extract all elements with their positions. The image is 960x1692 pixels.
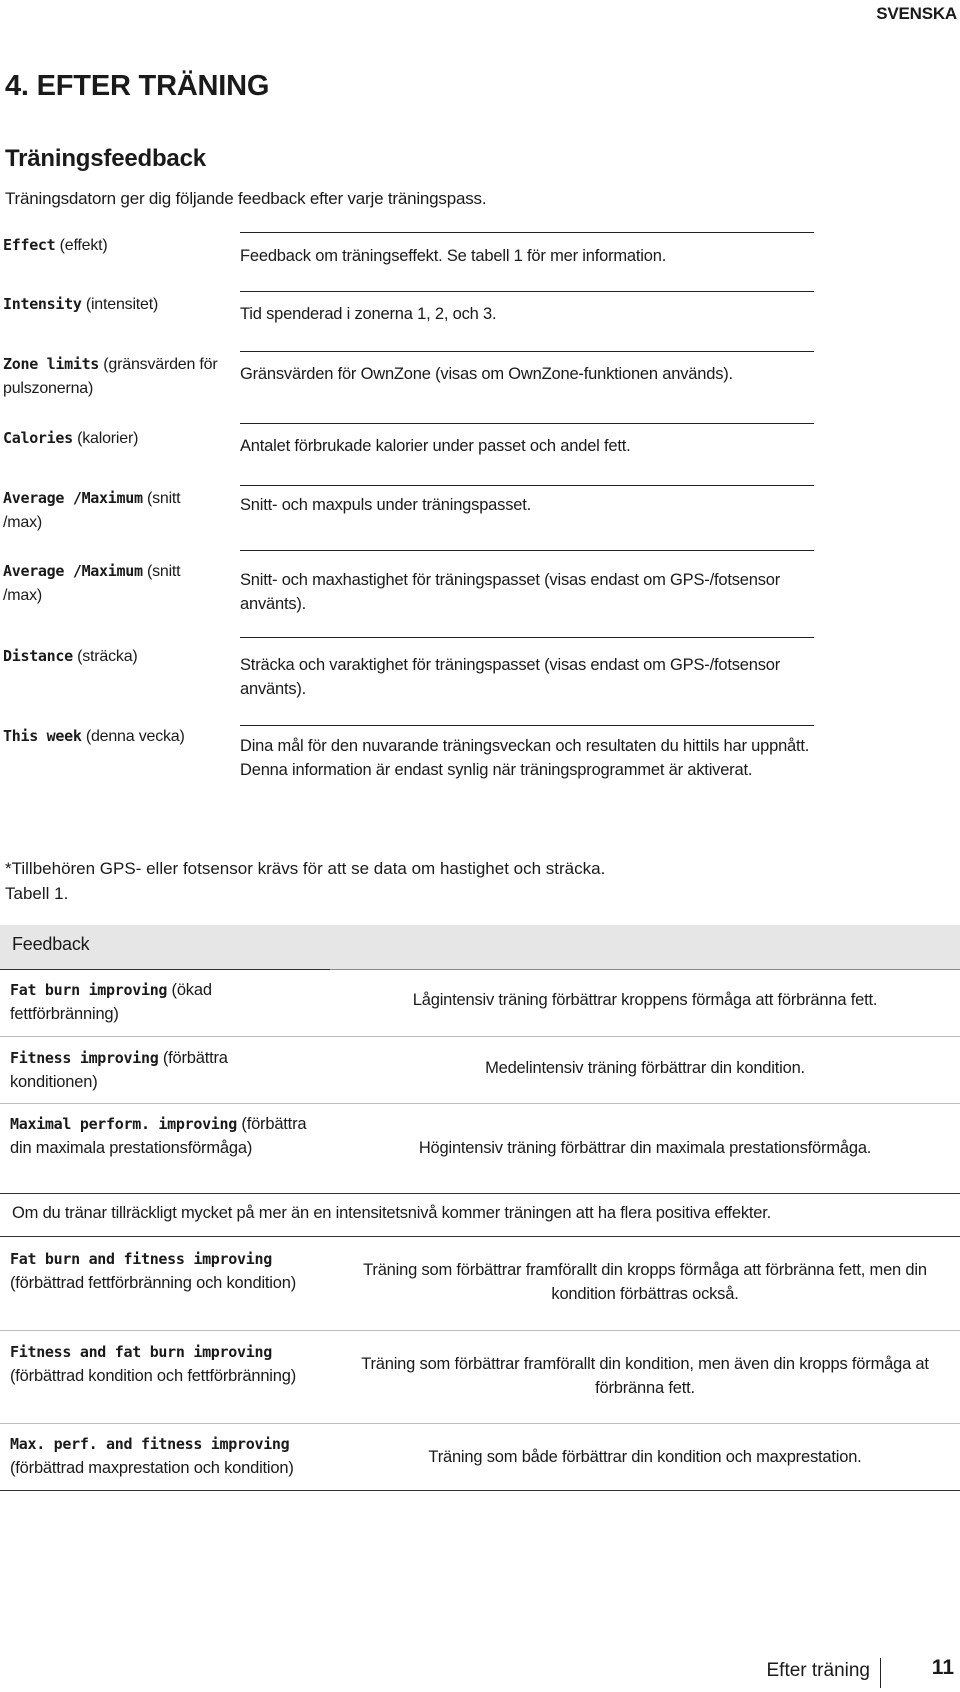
feedback-description: Gränsvärden för OwnZone (visas om OwnZone-funktionen används).	[240, 365, 733, 383]
footer-section-label: Efter träning	[766, 1660, 870, 1681]
feedback-term: This week	[3, 727, 82, 745]
divider	[240, 423, 814, 424]
divider	[0, 1103, 960, 1104]
table-row-description: Träning som förbättrar framförallt din kondition, men även din kropps förmåga at förbränna fett.	[361, 1355, 929, 1397]
table-row-term: Fitness improving	[10, 1049, 159, 1067]
chapter-title: 4. EFTER TRÄNING	[5, 70, 270, 102]
feedback-gloss: (snitt /max)	[3, 563, 181, 604]
feedback-gloss: (effekt)	[55, 237, 108, 254]
table-row-term: Max. perf. and fitness improving	[10, 1435, 290, 1453]
divider	[0, 969, 330, 970]
table-row-label	[10, 1112, 310, 1160]
table-row-description: Högintensiv träning förbättrar din maximala prestationsförmåga.	[418, 1139, 872, 1157]
table-row-label	[10, 1432, 340, 1480]
divider	[240, 232, 814, 233]
feedback-label	[3, 559, 223, 608]
feedback-label	[3, 644, 223, 669]
feedback-description: Snitt- och maxhastighet för träningspasset (visas endast om GPS-/fotsensor använts).	[240, 571, 781, 613]
table-row-gloss: (förbättrad kondition och fettförbränning)	[10, 1367, 297, 1385]
table-row-label	[10, 1046, 310, 1094]
divider	[240, 550, 814, 551]
feedback-term: Average /Maximum	[3, 489, 143, 507]
table-row-label	[10, 978, 310, 1026]
table-caption: Tabell 1.	[5, 884, 69, 903]
table-row-term: Fat burn and fitness improving	[10, 1250, 272, 1268]
feedback-term: Calories	[3, 429, 73, 447]
feedback-description: Feedback om träningseffekt. Se tabell 1 för mer information.	[240, 247, 667, 265]
divider	[240, 725, 814, 726]
note-text: *Tillbehören GPS- eller fotsensor krävs för att se data om hastighet och sträcka.	[5, 859, 606, 878]
table-row-term: Fitness and fat burn improving	[10, 1343, 272, 1361]
table-row-gloss: (ökad fettförbränning)	[10, 981, 212, 1023]
feedback-term: Effect	[3, 236, 56, 254]
divider	[0, 1193, 960, 1194]
feedback-term: Average /Maximum	[3, 562, 143, 580]
table-row-gloss: (förbättra konditionen)	[10, 1049, 228, 1091]
divider	[0, 1423, 960, 1424]
feedback-gloss: (kalorier)	[72, 430, 139, 447]
divider	[0, 1490, 960, 1491]
table-row-term: Maximal perform. improving	[10, 1115, 238, 1133]
feedback-term: Intensity	[3, 295, 82, 313]
accessory-note	[5, 856, 605, 906]
feedback-label	[3, 426, 223, 451]
feedback-label	[3, 233, 223, 258]
divider	[0, 1330, 960, 1331]
divider	[240, 291, 814, 292]
divider	[240, 351, 814, 352]
feedback-description: Snitt- och maxpuls under träningspasset.	[240, 496, 531, 514]
table-row-gloss: (förbättrad fettförbränning och kondition)	[10, 1274, 297, 1292]
table-header-label: Feedback	[12, 934, 90, 954]
section-title: Träningsfeedback	[5, 145, 206, 172]
table-row-gloss: (förbättra din maximala prestationsförmåga)	[10, 1115, 307, 1157]
feedback-label	[3, 352, 223, 401]
table-row-description: Medelintensiv träning förbättrar din kondition.	[485, 1059, 805, 1077]
feedback-gloss: (sträcka)	[72, 648, 138, 665]
feedback-gloss: (gränsvärden för pulszonerna)	[3, 356, 218, 397]
feedback-label	[3, 292, 223, 317]
feedback-gloss: (intensitet)	[81, 296, 159, 313]
divider	[240, 485, 814, 486]
feedback-description: Sträcka och varaktighet för träningspasset (visas endast om GPS-/fotsensor använts).	[240, 656, 781, 698]
intro-text: Träningsdatorn ger dig följande feedback efter varje träningspass.	[5, 189, 487, 208]
table-row-term: Fat burn improving	[10, 981, 168, 999]
feedback-description: Dina mål för den nuvarande träningsveckan och resultaten du hittils har uppnått. Denna information är endast synlig när träningsprogrammet är aktiverat.	[240, 737, 810, 779]
table-row-label	[10, 1340, 310, 1388]
feedback-label	[3, 486, 223, 535]
table-header	[0, 925, 960, 969]
table-row-description: Träning som både förbättrar din kondition och maxprestation.	[428, 1448, 862, 1466]
divider	[240, 637, 814, 638]
feedback-term: Zone limits	[3, 355, 100, 373]
table-row-label	[10, 1247, 310, 1295]
language-label: SVENSKA	[876, 4, 957, 23]
footer-divider	[880, 1658, 881, 1688]
divider	[0, 1036, 960, 1037]
feedback-description: Tid spenderad i zonerna 1, 2, och 3.	[240, 305, 497, 323]
feedback-term: Distance	[3, 647, 73, 665]
table-intermission: Om du tränar tillräckligt mycket på mer än en intensitetsnivå kommer träningen att ha flera positiva effekter.	[12, 1204, 772, 1222]
table-row-gloss: (förbättrad maxprestation och kondition)	[10, 1459, 294, 1477]
divider	[0, 1236, 960, 1237]
divider	[330, 969, 960, 970]
feedback-label	[3, 724, 223, 749]
table-row-description: Träning som förbättrar framförallt din kropps förmåga att förbränna fett, men din kondition förbättras också.	[363, 1261, 927, 1303]
page-number: 11	[931, 1656, 954, 1679]
feedback-description: Antalet förbrukade kalorier under passet och andel fett.	[240, 437, 631, 455]
feedback-gloss: (denna vecka)	[81, 728, 185, 745]
table-row-description: Lågintensiv träning förbättrar kroppens förmåga att förbränna fett.	[412, 991, 878, 1009]
feedback-gloss: (snitt /max)	[3, 490, 181, 531]
